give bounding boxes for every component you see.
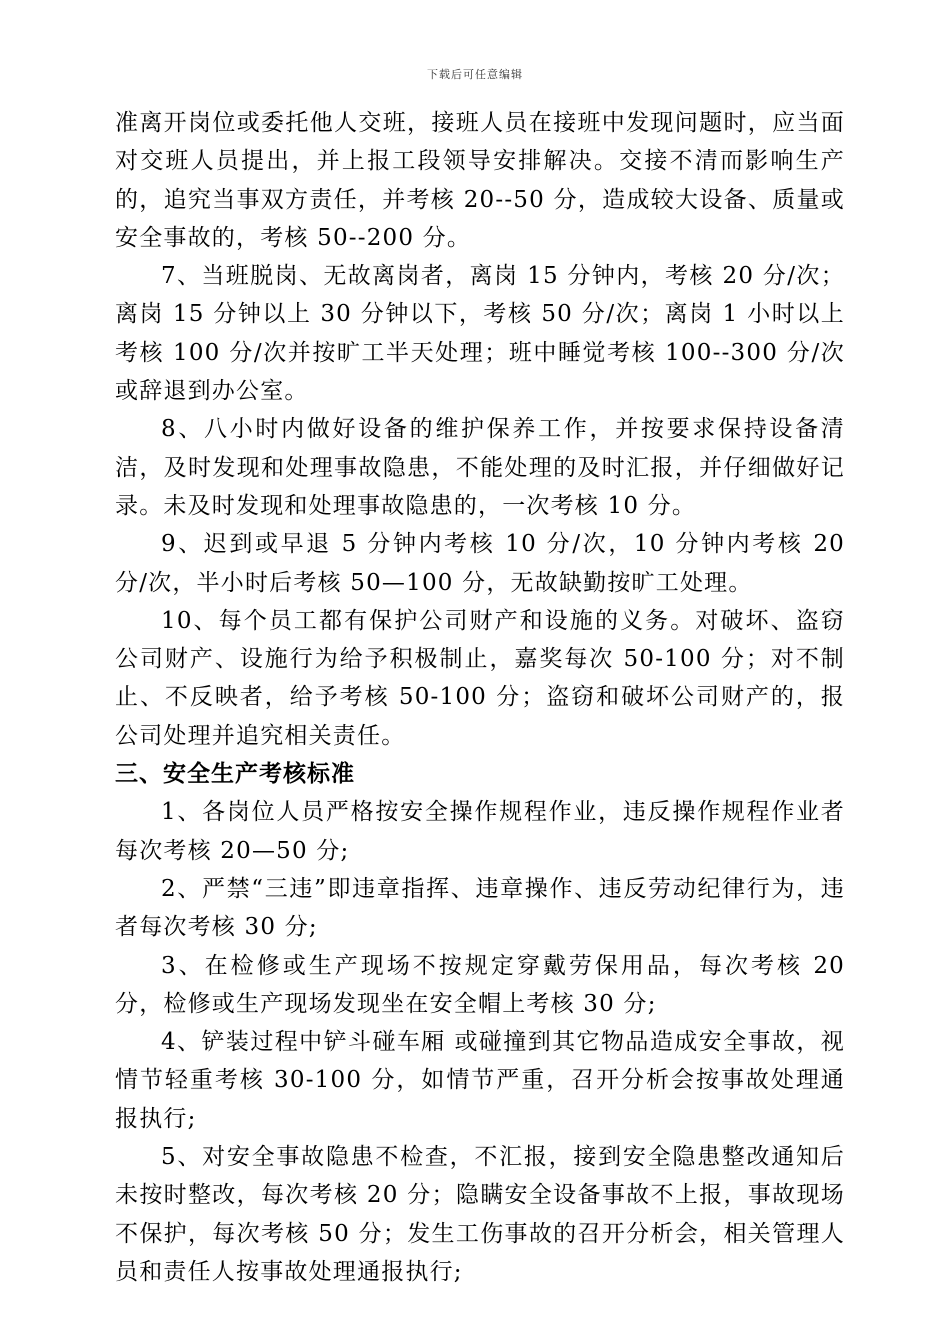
paragraph-safety-3: 3、在检修或生产现场不按规定穿戴劳保用品，每次考核 20 分，检修或生产现场发现坐在安全帽上考核 30 分; — [115, 952, 845, 1017]
paragraph-item-8: 8、八小时内做好设备的维护保养工作，并按要求保持设备清洁，及时发现和处理事故隐患，不能处理的及时汇报，并仔细做好记录。未及时发现和处理事故隐患的，一次考核 10 分。 — [115, 416, 845, 519]
document-body — [115, 104, 845, 1291]
paragraph-continuation: 准离开岗位或委托他人交班，接班人员在接班中发现问题时，应当面对交班人员提出，并上报工段领导安排解决。交接不清而影响生产的，追究当事双方责任，并考核 20--50 分，造成较大设备、质量或安全事故的，考核 50--200 分。 — [115, 110, 845, 251]
page-header: 下载后可任意编辑 — [427, 68, 523, 81]
paragraph-safety-1: 1、各岗位人员严格按安全操作规程作业，违反操作规程作业者每次考核 20—50 分; — [115, 799, 845, 864]
paragraph-item-7: 7、当班脱岗、无故离岗者，离岗 15 分钟内，考核 20 分/次；离岗 15 分钟以上 30 分钟以下，考核 50 分/次；离岗 1 小时以上考核 100 分/次并按旷工半天处理；班中睡觉考核 100--300 分/次或辞退到办公室。 — [115, 263, 845, 405]
paragraph-safety-2: 2、严禁“三违”即违章指挥、违章操作、违反劳动纪律行为，违者每次考核 30 分; — [115, 875, 845, 941]
section-heading: 三、安全生产考核标准 — [115, 761, 355, 788]
paragraph-safety-4: 4、铲装过程中铲斗碰车厢 或碰撞到其它物品造成安全事故，视情节轻重考核 30-100 分，如情节严重，召开分析会按事故处理通报执行; — [115, 1029, 845, 1132]
paragraph-item-10: 10、每个员工都有保护公司财产和设施的义务。对破坏、盗窃公司财产、设施行为给予积极制止，嘉奖每次 50-100 分；对不制止、不反映者，给予考核 50-100 分；盗窃和破坏公司财产的，报公司处理并追究相关责任。 — [115, 607, 845, 749]
paragraph-item-9: 9、迟到或早退 5 分钟内考核 10 分/次，10 分钟内考核 20 分/次，半小时后考核 50—100 分，无故缺勤按旷工处理。 — [115, 531, 845, 596]
paragraph-safety-5: 5、对安全事故隐患不检查，不汇报，接到安全隐患整改通知后未按时整改，每次考核 20 分；隐瞒安全设备事故不上报，事故现场不保护，每次考核 50 分；发生工伤事故的召开分析会，相关管理人员和责任人按事故处理通报执行; — [115, 1144, 845, 1285]
